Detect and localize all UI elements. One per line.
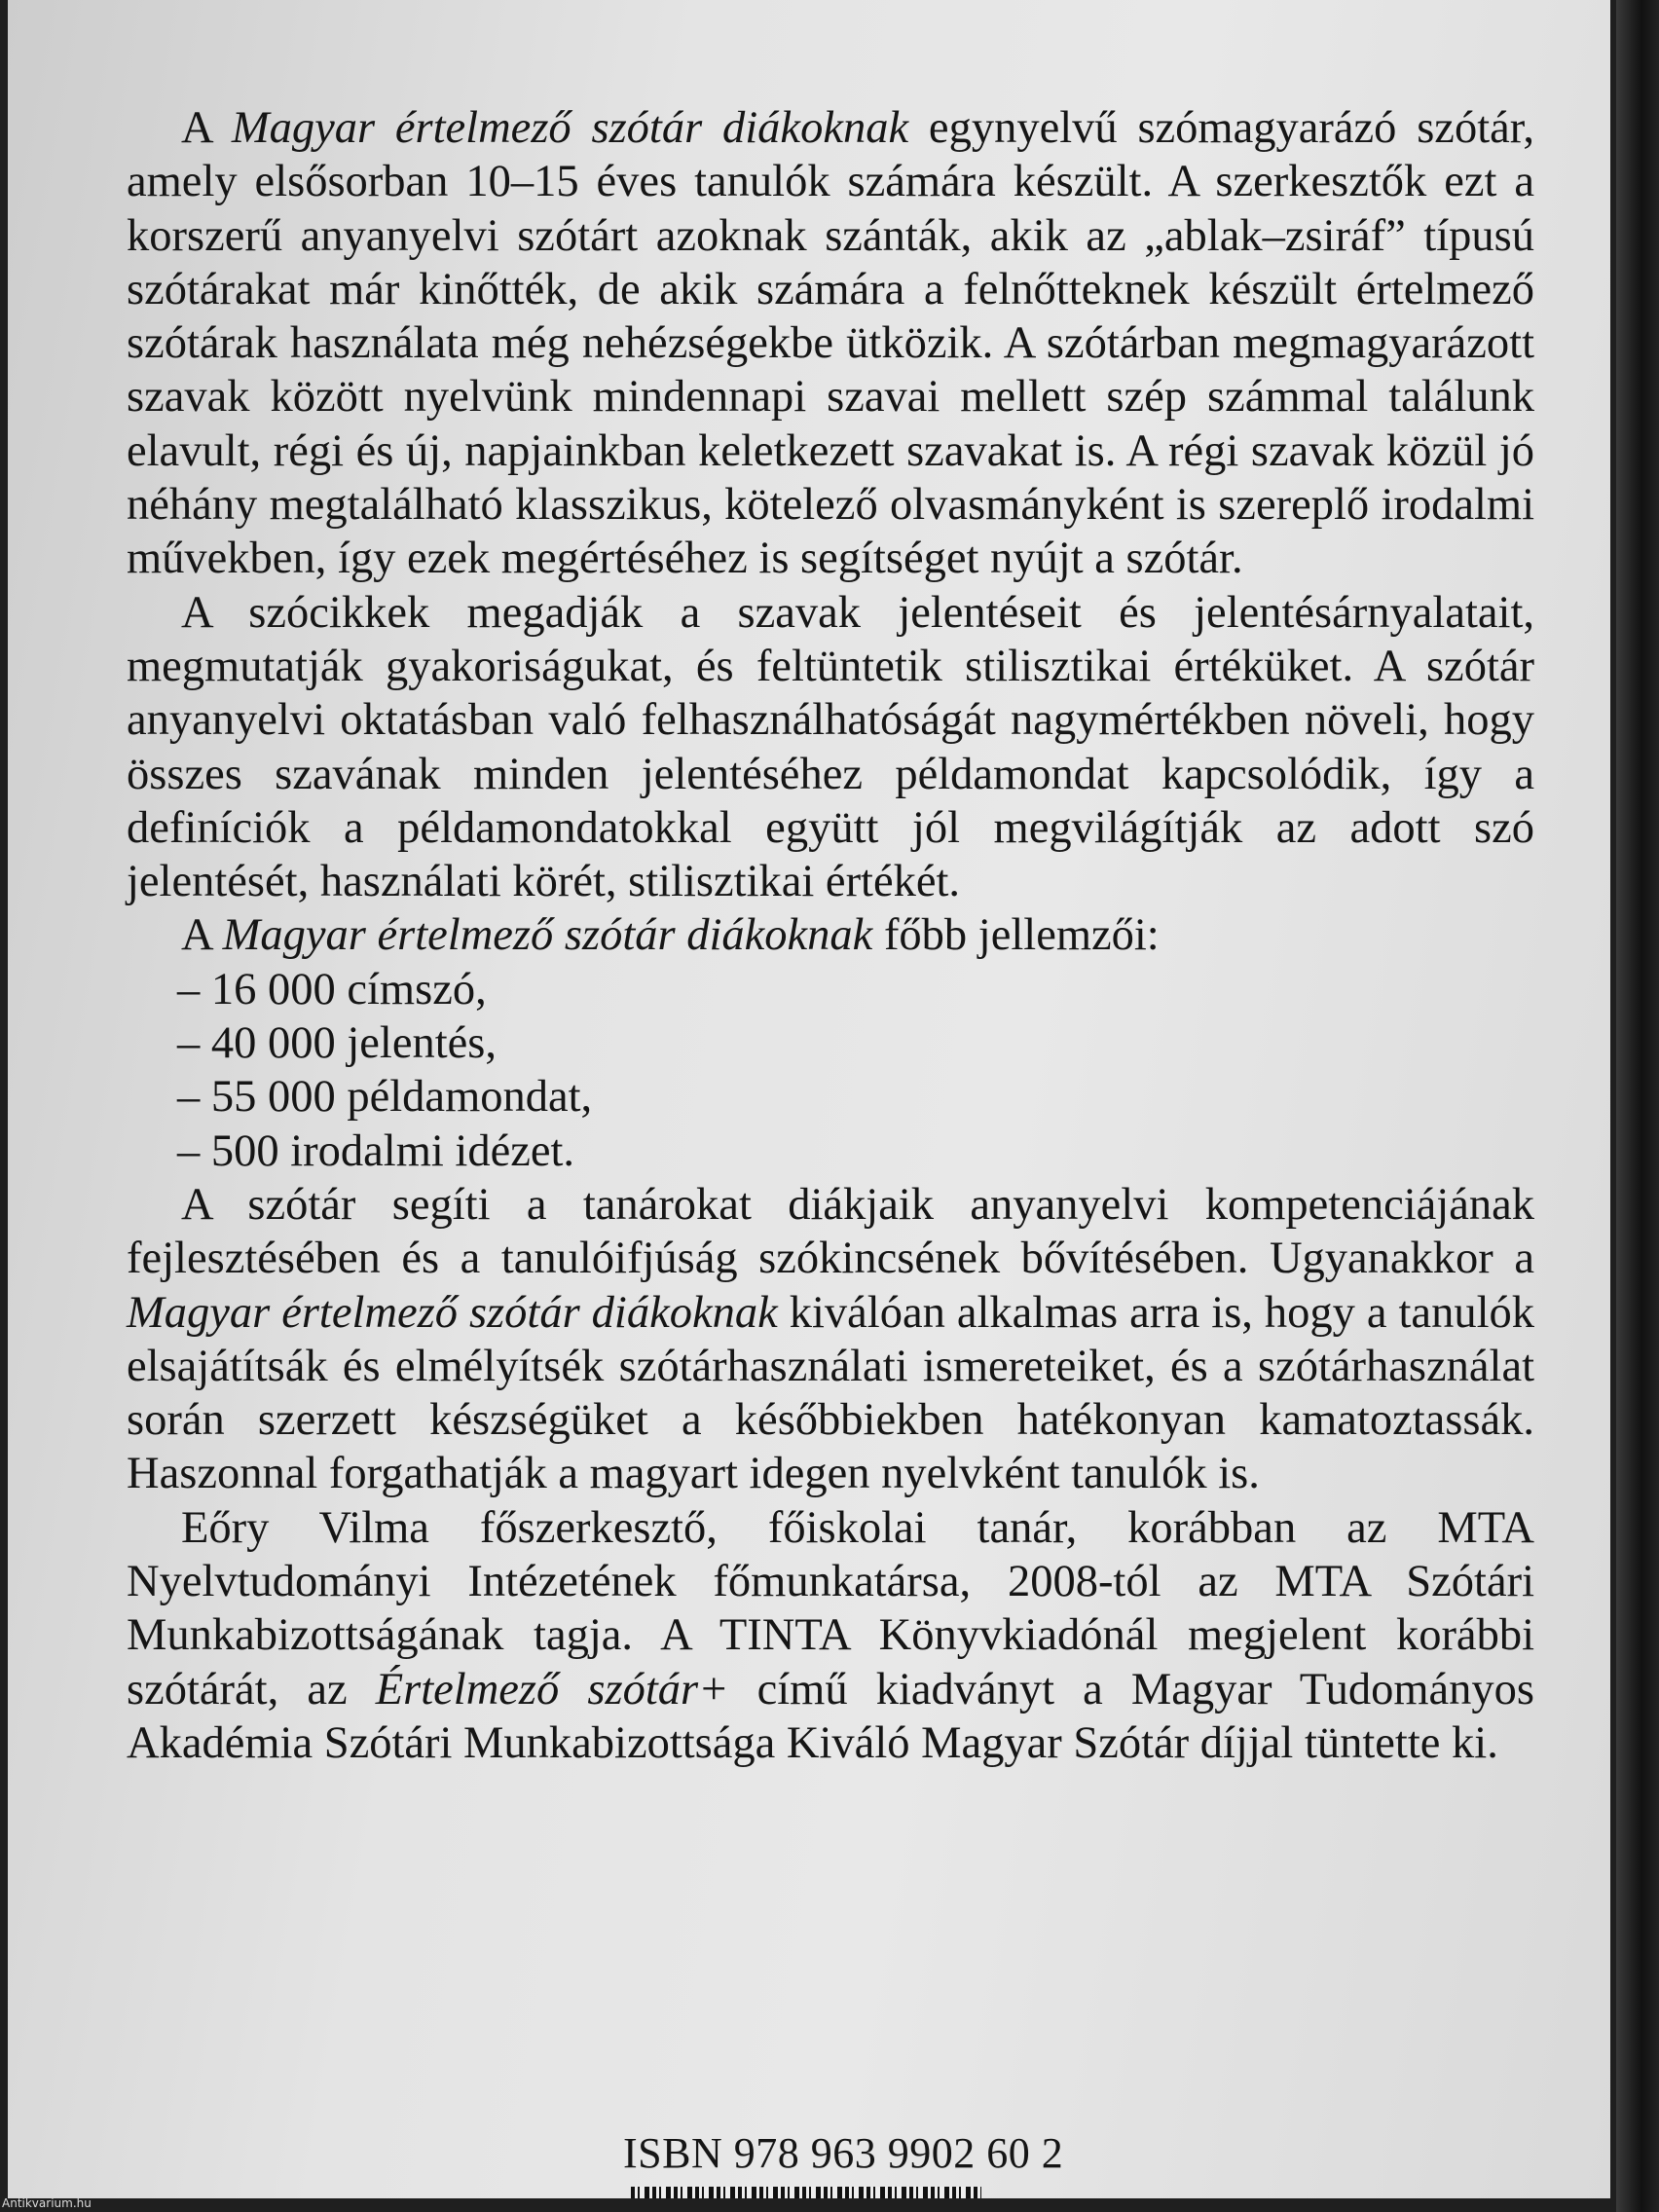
paragraph-editor: Eőry Vilma főszerkesztő, főiskolai tanár, korábban az MTA Nyelvtudományi Intézetének főmunkatársa, 2008-tól az MTA Szótári Munkabizottságának tagja. A TINTA Könyvkiadónál megjelent korábbi szótárát, az Értelmező szótár+ című kiadványt a Magyar Tudományos Akadémia Szótári Munkabizottsága Kiváló Magyar Szótár díjjal tüntette ki. — [127, 1502, 1534, 1768]
book-title: Magyar értelmező szótár diákoknak — [222, 910, 873, 961]
feature-item: – 16 000 címszó, — [177, 964, 487, 1014]
feature-item: – 55 000 példamondat, — [177, 1072, 593, 1123]
feature-item: – 40 000 jelentés, — [177, 1018, 498, 1069]
book-title: Magyar értelmező szótár diákoknak — [231, 103, 909, 153]
isbn-number: ISBN 978 963 9902 60 2 — [623, 2129, 1064, 2177]
blurb-text — [127, 101, 1534, 1770]
paragraph-entries: A szócikkek megadják a szavak jelentéseit és jelentésárnyalatait, megmutatják gyakoriságukat, és feltüntetik stilisztikai értéküket. A szótár anyanyelvi oktatásban való felhasználhatóságát nagymértékben növeli, hogy összes szavának minden jelentéséhez példamondat kapcsolódik, így a definíciók a példamondatokkal együtt jól megvilágítják az adott szó jelentését, használati körét, stilisztikai értékét. — [127, 587, 1534, 907]
book-title: Magyar értelmező szótár diákoknak — [127, 1287, 778, 1338]
paragraph-teachers: A szótár segíti a tanárokat diákjaik anyanyelvi kompetenciájának fejlesztésében és a tanulóifjúság szókincsének bővítésében. Ugyanakkor a Magyar értelmező szótár diákoknak kiválóan alkalmas arra is, hogy a tanulók elsajátítsák és elmélyítsék szótárhasználati ismereteiket, és a szótárhasználat során szerzett készségüket a későbbiekben hatékonyan kamatoztassák. Haszonnal forgathatják a magyart idegen nyelvként tanulók is. — [127, 1179, 1534, 1499]
watermark: Antikvarium.hu — [2, 2196, 92, 2210]
back-cover — [8, 0, 1610, 2198]
feature-item: – 500 irodalmi idézet. — [177, 1125, 575, 1176]
paragraph-features-intro: A Magyar értelmező szótár diákoknak főbb jellemzői: — [181, 910, 1160, 961]
previous-book-title: Értelmező szótár+ — [375, 1664, 729, 1714]
paragraph-intro: A Magyar értelmező szótár diákoknak egynyelvű szómagyarázó szótár, amely elsősorban 10–15 éves tanulók számára készült. A szerkesztők ezt a korszerű anyanyelvi szótárt azoknak szánták, akik az „ablak–zsiráf” típusú szótárakat már kinőtték, de akik számára a felnőtteknek készült értelmező szótárak használata még nehézségekbe ütközik. A szótárban megmagyarázott szavak között nyelvünk mindennapi szavai mellett szép számmal találunk elavult, régi és új, napjainkban keletkezett szavakat is. A régi szavak közül jó néhány megtalálható klasszikus, kötelező olvasmányként is szereplő irodalmi művekben, így ezek megértéséhez is segítséget nyújt a szótár. — [127, 103, 1535, 584]
book-edge — [1616, 0, 1659, 2212]
barcode — [631, 2187, 981, 2198]
